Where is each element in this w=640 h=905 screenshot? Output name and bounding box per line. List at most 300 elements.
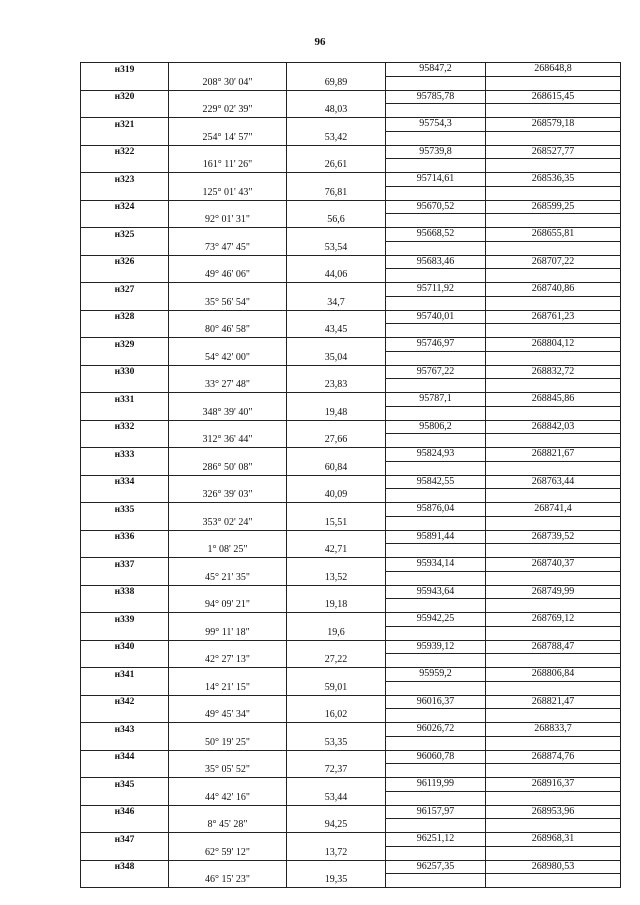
y-coordinate: 268527,77 (486, 145, 621, 159)
empty-cell (486, 489, 621, 503)
empty-cell (169, 145, 287, 159)
empty-cell (81, 846, 169, 860)
point-row (81, 640, 621, 654)
empty-cell (287, 668, 386, 682)
direction-angle: 50° 19' 25" (169, 736, 287, 750)
empty-cell (386, 516, 486, 530)
point-label: н341 (81, 668, 169, 682)
point-row (81, 63, 621, 77)
y-coordinate: 268707,22 (486, 255, 621, 269)
empty-cell (386, 406, 486, 420)
point-label: н321 (81, 118, 169, 132)
empty-cell (386, 681, 486, 695)
x-coordinate: 95876,04 (386, 503, 486, 517)
empty-cell (486, 544, 621, 558)
empty-cell (81, 791, 169, 805)
empty-cell (169, 475, 287, 489)
empty-cell (81, 819, 169, 833)
y-coordinate: 268740,37 (486, 558, 621, 572)
empty-cell (81, 434, 169, 448)
empty-cell (386, 709, 486, 723)
direction-angle: 326° 39' 03" (169, 489, 287, 503)
x-coordinate: 96257,35 (386, 860, 486, 874)
empty-cell (81, 241, 169, 255)
y-coordinate: 268832,72 (486, 365, 621, 379)
direction-angle: 286° 50' 08" (169, 461, 287, 475)
empty-cell (486, 461, 621, 475)
empty-cell (486, 131, 621, 145)
empty-cell (486, 681, 621, 695)
empty-cell (386, 764, 486, 778)
empty-cell (486, 654, 621, 668)
y-coordinate: 268788,47 (486, 640, 621, 654)
y-coordinate: 268842,03 (486, 420, 621, 434)
empty-cell (81, 736, 169, 750)
y-coordinate: 268953,96 (486, 805, 621, 819)
empty-cell (287, 228, 386, 242)
empty-cell (287, 145, 386, 159)
x-coordinate: 95739,8 (386, 145, 486, 159)
empty-cell (169, 338, 287, 352)
y-coordinate: 268761,23 (486, 310, 621, 324)
segment-length: 72,37 (287, 764, 386, 778)
point-label: н325 (81, 228, 169, 242)
empty-cell (486, 406, 621, 420)
segment-length: 53,35 (287, 736, 386, 750)
empty-cell (486, 379, 621, 393)
segment-row (81, 764, 621, 778)
direction-angle: 125° 01' 43" (169, 186, 287, 200)
empty-cell (169, 805, 287, 819)
x-coordinate: 95668,52 (386, 228, 486, 242)
point-row (81, 833, 621, 847)
empty-cell (287, 200, 386, 214)
point-label: н340 (81, 640, 169, 654)
segment-length: 19,48 (287, 406, 386, 420)
empty-cell (169, 613, 287, 627)
empty-cell (81, 654, 169, 668)
empty-cell (386, 571, 486, 585)
x-coordinate: 96016,37 (386, 695, 486, 709)
direction-angle: 229° 02' 39" (169, 104, 287, 118)
x-coordinate: 95711,92 (386, 283, 486, 297)
x-coordinate: 95740,01 (386, 310, 486, 324)
point-label: н330 (81, 365, 169, 379)
direction-angle: 92° 01' 31" (169, 214, 287, 228)
segment-length: 23,83 (287, 379, 386, 393)
y-coordinate: 268599,25 (486, 200, 621, 214)
y-coordinate: 268845,86 (486, 393, 621, 407)
empty-cell (169, 420, 287, 434)
segment-length: 13,52 (287, 571, 386, 585)
segment-length: 76,81 (287, 186, 386, 200)
empty-cell (486, 351, 621, 365)
segment-row (81, 351, 621, 365)
point-label: н319 (81, 63, 169, 77)
x-coordinate: 95767,22 (386, 365, 486, 379)
segment-row (81, 791, 621, 805)
segment-row (81, 709, 621, 723)
x-coordinate: 95891,44 (386, 530, 486, 544)
empty-cell (81, 159, 169, 173)
empty-cell (486, 846, 621, 860)
y-coordinate: 268648,8 (486, 63, 621, 77)
segment-row (81, 104, 621, 118)
empty-cell (486, 874, 621, 888)
segment-length: 35,04 (287, 351, 386, 365)
empty-cell (486, 324, 621, 338)
point-row (81, 90, 621, 104)
empty-cell (287, 585, 386, 599)
empty-cell (169, 200, 287, 214)
empty-cell (169, 448, 287, 462)
point-label: н335 (81, 503, 169, 517)
segment-length: 19,18 (287, 599, 386, 613)
point-row (81, 860, 621, 874)
point-label: н326 (81, 255, 169, 269)
empty-cell (169, 255, 287, 269)
segment-length: 27,66 (287, 434, 386, 448)
direction-angle: 62° 59' 12" (169, 846, 287, 860)
direction-angle: 80° 46' 58" (169, 324, 287, 338)
segment-length: 60,84 (287, 461, 386, 475)
empty-cell (81, 874, 169, 888)
point-row (81, 310, 621, 324)
direction-angle: 46° 15' 23" (169, 874, 287, 888)
direction-angle: 35° 05' 52" (169, 764, 287, 778)
empty-cell (287, 833, 386, 847)
empty-cell (287, 860, 386, 874)
empty-cell (287, 778, 386, 792)
point-label: н334 (81, 475, 169, 489)
segment-length: 44,06 (287, 269, 386, 283)
empty-cell (169, 750, 287, 764)
empty-cell (486, 159, 621, 173)
segment-row (81, 571, 621, 585)
x-coordinate: 96026,72 (386, 723, 486, 737)
point-row (81, 173, 621, 187)
segment-length: 42,71 (287, 544, 386, 558)
empty-cell (386, 351, 486, 365)
y-coordinate: 268740,86 (486, 283, 621, 297)
point-row (81, 475, 621, 489)
empty-cell (287, 255, 386, 269)
direction-angle: 73° 47' 45" (169, 241, 287, 255)
point-row (81, 805, 621, 819)
empty-cell (486, 296, 621, 310)
x-coordinate: 95943,64 (386, 585, 486, 599)
empty-cell (386, 819, 486, 833)
y-coordinate: 268874,76 (486, 750, 621, 764)
direction-angle: 49° 45' 34" (169, 709, 287, 723)
point-row (81, 558, 621, 572)
point-label: н331 (81, 393, 169, 407)
y-coordinate: 268833,7 (486, 723, 621, 737)
point-row (81, 338, 621, 352)
point-label: н339 (81, 613, 169, 627)
empty-cell (486, 214, 621, 228)
empty-cell (486, 626, 621, 640)
x-coordinate: 95746,97 (386, 338, 486, 352)
empty-cell (169, 310, 287, 324)
x-coordinate: 95754,3 (386, 118, 486, 132)
point-row (81, 420, 621, 434)
direction-angle: 42° 27' 13" (169, 654, 287, 668)
empty-cell (386, 461, 486, 475)
empty-cell (81, 296, 169, 310)
empty-cell (81, 544, 169, 558)
empty-cell (287, 723, 386, 737)
segment-length: 48,03 (287, 104, 386, 118)
segment-length: 16,02 (287, 709, 386, 723)
empty-cell (287, 283, 386, 297)
empty-cell (169, 393, 287, 407)
empty-cell (386, 846, 486, 860)
point-label: н346 (81, 805, 169, 819)
empty-cell (486, 709, 621, 723)
empty-cell (81, 709, 169, 723)
empty-cell (386, 874, 486, 888)
empty-cell (81, 76, 169, 90)
empty-cell (287, 338, 386, 352)
empty-cell (81, 461, 169, 475)
point-row (81, 448, 621, 462)
empty-cell (287, 173, 386, 187)
segment-length: 19,6 (287, 626, 386, 640)
point-row (81, 750, 621, 764)
x-coordinate: 95842,55 (386, 475, 486, 489)
point-row (81, 145, 621, 159)
direction-angle: 161° 11' 26" (169, 159, 287, 173)
segment-length: 26,61 (287, 159, 386, 173)
x-coordinate: 95824,93 (386, 448, 486, 462)
empty-cell (386, 214, 486, 228)
empty-cell (81, 626, 169, 640)
segment-row (81, 434, 621, 448)
direction-angle: 45° 21' 35" (169, 571, 287, 585)
empty-cell (287, 805, 386, 819)
segment-row (81, 819, 621, 833)
empty-cell (81, 269, 169, 283)
empty-cell (386, 186, 486, 200)
direction-angle: 44° 42' 16" (169, 791, 287, 805)
segment-row (81, 489, 621, 503)
direction-angle: 54° 42' 00" (169, 351, 287, 365)
empty-cell (486, 599, 621, 613)
empty-cell (386, 241, 486, 255)
y-coordinate: 268615,45 (486, 90, 621, 104)
y-coordinate: 268968,31 (486, 833, 621, 847)
segment-row (81, 626, 621, 640)
segment-row (81, 269, 621, 283)
x-coordinate: 95714,61 (386, 173, 486, 187)
empty-cell (81, 131, 169, 145)
point-label: н327 (81, 283, 169, 297)
point-label: н320 (81, 90, 169, 104)
empty-cell (287, 750, 386, 764)
empty-cell (81, 681, 169, 695)
point-label: н333 (81, 448, 169, 462)
empty-cell (486, 76, 621, 90)
y-coordinate: 268579,18 (486, 118, 621, 132)
segment-row (81, 544, 621, 558)
empty-cell (287, 63, 386, 77)
empty-cell (169, 723, 287, 737)
point-label: н344 (81, 750, 169, 764)
y-coordinate: 268741,4 (486, 503, 621, 517)
segment-row (81, 406, 621, 420)
segment-row (81, 846, 621, 860)
empty-cell (81, 214, 169, 228)
point-row (81, 613, 621, 627)
empty-cell (386, 159, 486, 173)
empty-cell (169, 860, 287, 874)
empty-cell (287, 530, 386, 544)
empty-cell (287, 420, 386, 434)
empty-cell (81, 186, 169, 200)
empty-cell (287, 503, 386, 517)
page-number: 96 (314, 36, 326, 48)
empty-cell (81, 379, 169, 393)
empty-cell (486, 434, 621, 448)
segment-length: 59,01 (287, 681, 386, 695)
y-coordinate: 268655,81 (486, 228, 621, 242)
direction-angle: 14° 21' 15" (169, 681, 287, 695)
empty-cell (81, 764, 169, 778)
empty-cell (81, 351, 169, 365)
x-coordinate: 95787,1 (386, 393, 486, 407)
segment-length: 19,35 (287, 874, 386, 888)
empty-cell (169, 173, 287, 187)
direction-angle: 35° 56' 54" (169, 296, 287, 310)
point-row (81, 228, 621, 242)
x-coordinate: 95847,2 (386, 63, 486, 77)
segment-row (81, 599, 621, 613)
empty-cell (486, 241, 621, 255)
segment-length: 69,89 (287, 76, 386, 90)
point-label: н323 (81, 173, 169, 187)
empty-cell (287, 365, 386, 379)
empty-cell (169, 118, 287, 132)
x-coordinate: 95683,46 (386, 255, 486, 269)
segment-row (81, 681, 621, 695)
direction-angle: 353° 02' 24" (169, 516, 287, 530)
empty-cell (287, 475, 386, 489)
empty-cell (81, 406, 169, 420)
empty-cell (386, 269, 486, 283)
segment-row (81, 461, 621, 475)
coordinates-table-body (81, 63, 621, 888)
point-row (81, 118, 621, 132)
point-label: н348 (81, 860, 169, 874)
y-coordinate: 268916,37 (486, 778, 621, 792)
empty-cell (386, 599, 486, 613)
y-coordinate: 268821,67 (486, 448, 621, 462)
x-coordinate: 96157,97 (386, 805, 486, 819)
x-coordinate: 96060,78 (386, 750, 486, 764)
empty-cell (169, 778, 287, 792)
point-row (81, 365, 621, 379)
segment-row (81, 874, 621, 888)
point-row (81, 778, 621, 792)
segment-row (81, 186, 621, 200)
empty-cell (386, 76, 486, 90)
empty-cell (287, 310, 386, 324)
direction-angle: 99° 11' 18" (169, 626, 287, 640)
coordinates-table (80, 62, 621, 888)
empty-cell (386, 104, 486, 118)
point-label: н345 (81, 778, 169, 792)
empty-cell (486, 736, 621, 750)
point-row (81, 393, 621, 407)
point-row (81, 200, 621, 214)
empty-cell (386, 434, 486, 448)
empty-cell (169, 668, 287, 682)
direction-angle: 208° 30' 04" (169, 76, 287, 90)
direction-angle: 94° 09' 21" (169, 599, 287, 613)
point-row (81, 723, 621, 737)
empty-cell (486, 104, 621, 118)
segment-length: 94,25 (287, 819, 386, 833)
segment-length: 13,72 (287, 846, 386, 860)
empty-cell (169, 283, 287, 297)
empty-cell (486, 571, 621, 585)
empty-cell (287, 613, 386, 627)
segment-length: 53,44 (287, 791, 386, 805)
segment-row (81, 736, 621, 750)
empty-cell (386, 654, 486, 668)
empty-cell (386, 736, 486, 750)
empty-cell (169, 585, 287, 599)
point-row (81, 283, 621, 297)
point-label: н322 (81, 145, 169, 159)
segment-length: 53,54 (287, 241, 386, 255)
x-coordinate: 95939,12 (386, 640, 486, 654)
segment-row (81, 296, 621, 310)
point-row (81, 255, 621, 269)
empty-cell (386, 489, 486, 503)
direction-angle: 312° 36' 44" (169, 434, 287, 448)
point-label: н342 (81, 695, 169, 709)
y-coordinate: 268806,84 (486, 668, 621, 682)
x-coordinate: 95942,25 (386, 613, 486, 627)
empty-cell (486, 516, 621, 530)
empty-cell (169, 365, 287, 379)
x-coordinate: 95806,2 (386, 420, 486, 434)
y-coordinate: 268769,12 (486, 613, 621, 627)
direction-angle: 254° 14' 57" (169, 131, 287, 145)
direction-angle: 33° 27' 48" (169, 379, 287, 393)
empty-cell (169, 503, 287, 517)
empty-cell (386, 324, 486, 338)
x-coordinate: 95670,52 (386, 200, 486, 214)
segment-row (81, 324, 621, 338)
segment-length: 15,51 (287, 516, 386, 530)
point-label: н347 (81, 833, 169, 847)
segment-row (81, 159, 621, 173)
y-coordinate: 268980,53 (486, 860, 621, 874)
empty-cell (287, 695, 386, 709)
x-coordinate: 95785,78 (386, 90, 486, 104)
empty-cell (287, 558, 386, 572)
empty-cell (169, 530, 287, 544)
point-label: н332 (81, 420, 169, 434)
segment-length: 56,6 (287, 214, 386, 228)
empty-cell (169, 558, 287, 572)
empty-cell (486, 791, 621, 805)
empty-cell (386, 791, 486, 805)
empty-cell (81, 489, 169, 503)
